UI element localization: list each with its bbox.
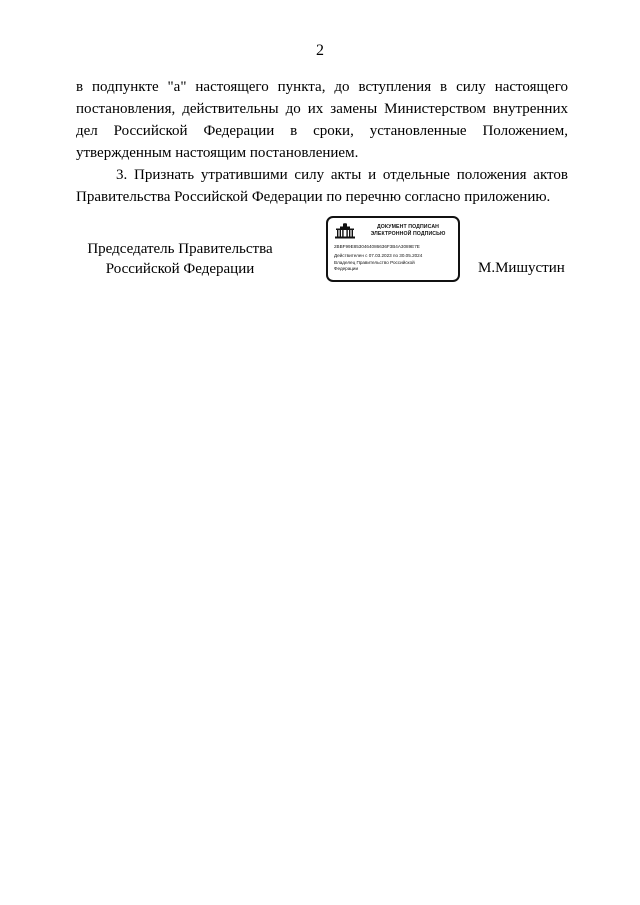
stamp-owner — [334, 260, 454, 272]
body-text — [76, 76, 568, 208]
stamp-owner-line-1: Владелец Правительство Российской — [334, 260, 415, 265]
government-building-icon — [334, 223, 356, 239]
stamp-heading-line-1: ДОКУМЕНТ ПОДПИСАН — [376, 224, 440, 230]
page-number: 2 — [316, 42, 324, 59]
electronic-signature-stamp — [326, 216, 460, 282]
stamp-validity: Действителен с 07.03.2023 по 30.05.2024 — [334, 253, 423, 258]
stamp-serial: 2BBF99E8530464086636F3B4A3089E7E — [334, 244, 420, 249]
signatory-title-line-2: Российской Федерации — [105, 261, 255, 277]
paragraph-item-3: 3. Признать утратившими силу акты и отдельные положения актов Правительства Российской Федерации по перечню согласно приложению. — [76, 167, 568, 205]
signatory-title — [62, 239, 298, 279]
signatory-name: М.Мишустин — [478, 260, 565, 276]
stamp-heading — [360, 224, 456, 238]
stamp-heading-line-2: ЭЛЕКТРОННОЙ ПОДПИСЬЮ — [370, 231, 446, 237]
paragraph-continuation: в подпункте "а" настоящего пункта, до вступления в силу настоящего постановления, действительны до их замены Министерством внутренних дел Российской Федерации в сроки, установленные Положением, утвержденным настоящим постановлением. — [76, 79, 568, 161]
stamp-owner-line-2: Федерации — [334, 266, 359, 271]
signatory-title-line-1: Председатель Правительства — [87, 241, 273, 257]
